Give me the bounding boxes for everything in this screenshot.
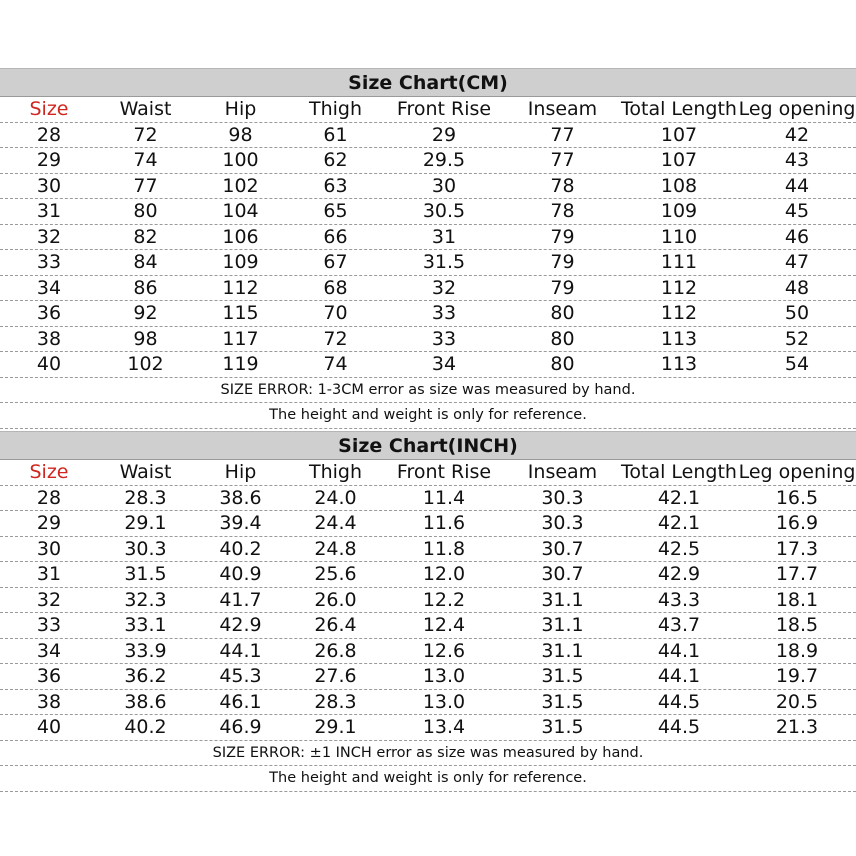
table-cell: 67 [323,251,348,274]
table-cell: 29.1 [314,716,357,739]
table-cell: 108 [660,174,698,197]
table-cell: 42 [784,123,810,146]
header-row-cm [0,97,856,123]
table-cell: 30.5 [422,200,466,223]
table-cell: 18.9 [775,639,819,662]
table-cell: 11.4 [422,486,466,509]
table-cell: 44.5 [657,716,701,739]
header-inseam: Inseam [527,98,598,121]
table-row [0,327,856,353]
table-cell: 92 [133,302,158,325]
table-cell: 24.0 [314,486,357,509]
table-cell: 32.3 [124,588,167,611]
table-cell: 33 [431,302,457,325]
table-cell: 42.9 [657,563,701,586]
table-cell: 80 [550,353,575,376]
table-cell: 27.6 [314,665,357,688]
table-cell: 46 [784,225,810,248]
header-total-length: Total Length [621,461,737,484]
table-cell: 19.7 [775,665,819,688]
header-hip: Hip [224,461,257,484]
table-row [0,639,856,665]
table-cell: 36 [36,302,62,325]
table-cell: 31.5 [541,690,584,713]
table-row [0,352,856,378]
table-cell: 113 [660,353,698,376]
header-waist: Waist [119,98,172,121]
table-row [0,664,856,690]
table-cell: 65 [323,200,348,223]
header-front-rise: Front Rise [396,461,492,484]
table-cell: 33 [431,327,457,350]
table-body-inch [0,486,856,741]
table-row [0,511,856,537]
table-row [0,250,856,276]
size-chart-cm [0,68,856,429]
table-cell: 119 [222,353,259,376]
table-cell: 98 [133,327,158,350]
table-cell: 102 [127,353,164,376]
table-cell: 31 [431,225,457,248]
table-cell: 40 [36,716,62,739]
table-cell: 47 [784,251,810,274]
table-cell: 63 [323,174,348,197]
header-waist: Waist [119,461,172,484]
table-row [0,613,856,639]
table-cell: 28.3 [314,690,357,713]
header-size: Size [29,461,69,484]
table-cell: 31.1 [541,588,584,611]
table-cell: 43 [784,149,810,172]
table-cell: 112 [222,276,259,299]
table-row [0,537,856,563]
header-inseam: Inseam [527,461,598,484]
table-cell: 24.4 [314,512,357,535]
reference-note-cm: The height and weight is only for reference. [0,403,856,429]
table-cell: 110 [660,225,698,248]
table-cell: 46.1 [219,690,262,713]
table-cell: 16.5 [775,486,819,509]
header-row-inch [0,460,856,486]
table-cell: 31.5 [422,251,466,274]
table-cell: 38.6 [219,486,262,509]
table-cell: 107 [660,149,698,172]
table-cell: 38 [36,327,62,350]
chart-title-cm: Size Chart(CM) [0,68,856,97]
table-cell: 13.4 [422,716,466,739]
table-cell: 82 [133,225,158,248]
table-cell: 33.1 [124,614,167,637]
table-cell: 38 [36,690,62,713]
table-cell: 74 [323,353,348,376]
table-cell: 44 [784,174,810,197]
table-cell: 33 [36,251,62,274]
table-cell: 34 [36,639,62,662]
table-cell: 28.3 [124,486,167,509]
table-cell: 26.4 [314,614,357,637]
table-cell: 11.8 [422,537,466,560]
table-cell: 98 [228,123,253,146]
table-cell: 29.5 [422,149,466,172]
table-cell: 117 [222,327,259,350]
table-cell: 30.3 [541,512,584,535]
table-cell: 54 [784,353,810,376]
table-cell: 45.3 [219,665,262,688]
table-cell: 44.1 [657,665,701,688]
header-hip: Hip [224,98,257,121]
table-cell: 31.5 [541,665,584,688]
table-cell: 43.7 [657,614,701,637]
table-cell: 42.9 [219,614,262,637]
table-cell: 30.7 [541,537,584,560]
table-row [0,123,856,149]
table-cell: 32 [36,588,62,611]
table-cell: 20.5 [775,690,819,713]
table-cell: 78 [550,200,575,223]
table-cell: 77 [133,174,158,197]
table-cell: 68 [323,276,348,299]
reference-note-inch: The height and weight is only for reference. [0,766,856,792]
table-cell: 79 [550,276,575,299]
size-error-note-inch: SIZE ERROR: ±1 INCH error as size was measured by hand. [0,741,856,767]
table-cell: 24.8 [314,537,357,560]
header-size: Size [29,98,69,121]
table-cell: 25.6 [314,563,357,586]
table-cell: 33 [36,614,62,637]
table-cell: 100 [222,149,259,172]
table-cell: 77 [550,149,575,172]
table-cell: 45 [784,200,810,223]
table-row [0,276,856,302]
table-cell: 32 [36,225,62,248]
header-leg-opening: Leg opening [738,461,856,484]
table-cell: 42.1 [657,512,701,535]
table-cell: 21.3 [775,716,819,739]
table-cell: 12.2 [422,588,466,611]
table-cell: 29 [431,123,457,146]
table-cell: 77 [550,123,575,146]
table-cell: 79 [550,251,575,274]
table-cell: 40 [36,353,62,376]
table-cell: 31.5 [124,563,167,586]
table-cell: 112 [660,302,698,325]
table-cell: 32 [431,276,457,299]
table-cell: 74 [133,149,158,172]
table-cell: 80 [550,327,575,350]
table-cell: 30 [36,537,62,560]
table-cell: 30 [36,174,62,197]
table-cell: 79 [550,225,575,248]
table-cell: 112 [660,276,698,299]
header-leg-opening: Leg opening [738,98,856,121]
table-cell: 113 [660,327,698,350]
table-cell: 31.5 [541,716,584,739]
header-thigh: Thigh [308,461,363,484]
table-row [0,174,856,200]
table-cell: 31 [36,200,62,223]
table-cell: 40.9 [219,563,262,586]
table-cell: 102 [222,174,259,197]
table-row [0,301,856,327]
table-cell: 40.2 [219,537,262,560]
table-cell: 26.8 [314,639,357,662]
header-front-rise: Front Rise [396,98,492,121]
table-cell: 33.9 [124,639,167,662]
table-cell: 43.3 [657,588,701,611]
table-row [0,588,856,614]
table-cell: 80 [133,200,158,223]
size-error-note-cm: SIZE ERROR: 1-3CM error as size was measured by hand. [0,378,856,404]
chart-title-inch: Size Chart(INCH) [0,431,856,460]
table-cell: 28 [36,486,62,509]
table-cell: 30 [431,174,457,197]
table-row [0,715,856,741]
table-cell: 44.5 [657,690,701,713]
table-cell: 36.2 [124,665,167,688]
table-cell: 31.1 [541,639,584,662]
header-total-length: Total Length [621,98,737,121]
table-cell: 29.1 [124,512,167,535]
table-cell: 72 [323,327,348,350]
table-cell: 61 [323,123,348,146]
table-cell: 115 [222,302,259,325]
table-row [0,225,856,251]
table-cell: 11.6 [422,512,466,535]
table-row [0,199,856,225]
table-cell: 107 [660,123,698,146]
table-cell: 31.1 [541,614,584,637]
table-cell: 30.7 [541,563,584,586]
table-cell: 38.6 [124,690,167,713]
table-cell: 30.3 [124,537,167,560]
table-cell: 42.5 [657,537,701,560]
table-cell: 111 [660,251,698,274]
table-cell: 106 [222,225,259,248]
table-cell: 41.7 [219,588,262,611]
table-cell: 46.9 [219,716,262,739]
table-row [0,690,856,716]
table-cell: 12.6 [422,639,466,662]
table-cell: 80 [550,302,575,325]
table-cell: 16.9 [775,512,819,535]
table-cell: 18.5 [775,614,819,637]
table-cell: 29 [36,149,62,172]
table-cell: 42.1 [657,486,701,509]
table-row [0,486,856,512]
table-cell: 44.1 [657,639,701,662]
table-cell: 12.0 [422,563,466,586]
table-cell: 13.0 [422,690,466,713]
table-cell: 36 [36,665,62,688]
table-cell: 40.2 [124,716,167,739]
table-cell: 29 [36,512,62,535]
table-cell: 31 [36,563,62,586]
table-cell: 66 [323,225,348,248]
table-cell: 30.3 [541,486,584,509]
table-cell: 52 [784,327,810,350]
table-cell: 62 [323,149,348,172]
table-cell: 72 [133,123,158,146]
table-row [0,148,856,174]
table-cell: 109 [222,251,259,274]
header-thigh: Thigh [308,98,363,121]
table-cell: 34 [36,276,62,299]
table-cell: 78 [550,174,575,197]
size-chart-inch [0,431,856,792]
table-cell: 104 [222,200,259,223]
table-cell: 109 [660,200,698,223]
table-cell: 86 [133,276,158,299]
table-cell: 18.1 [775,588,819,611]
table-cell: 34 [431,353,457,376]
table-cell: 17.3 [775,537,819,560]
table-cell: 12.4 [422,614,466,637]
table-cell: 28 [36,123,62,146]
table-cell: 84 [133,251,158,274]
table-row [0,562,856,588]
table-cell: 26.0 [314,588,357,611]
table-cell: 70 [323,302,348,325]
table-body-cm [0,123,856,378]
table-cell: 50 [784,302,810,325]
table-cell: 17.7 [775,563,819,586]
table-cell: 13.0 [422,665,466,688]
table-cell: 44.1 [219,639,262,662]
table-cell: 48 [784,276,810,299]
table-cell: 39.4 [219,512,262,535]
